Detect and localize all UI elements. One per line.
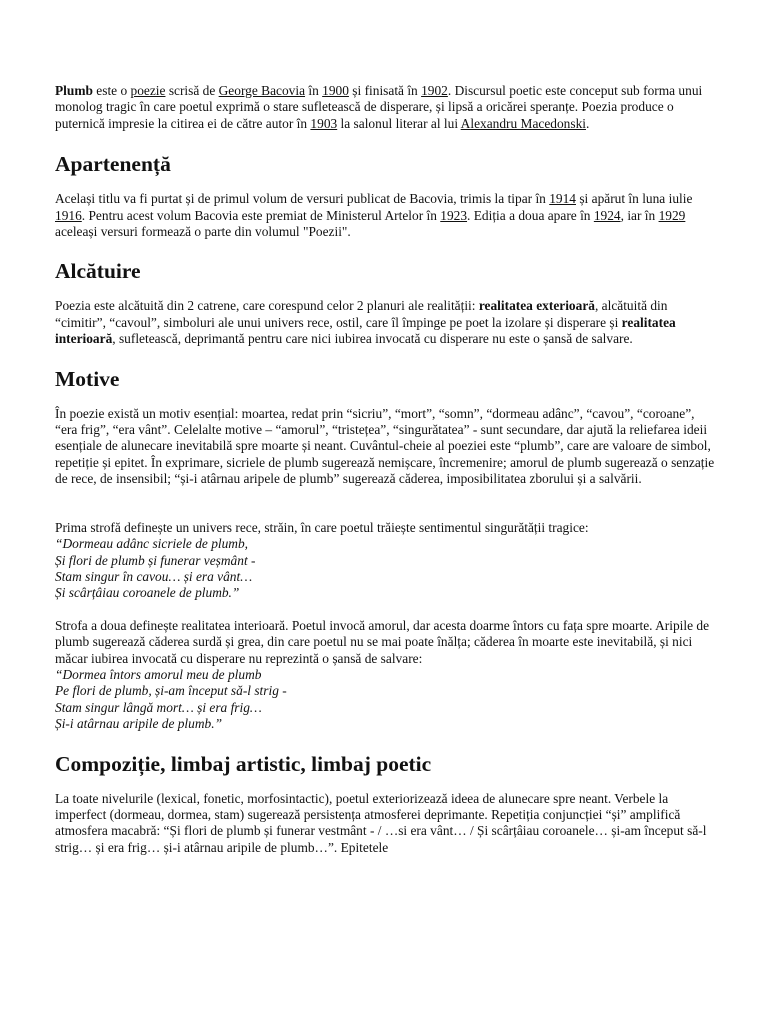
text: este o bbox=[92, 83, 131, 98]
link-1900[interactable]: 1900 bbox=[322, 83, 349, 98]
text: , alcătuită din “cimitir”, “cavoul”, simboluri ale unui univers rece, ostil, care îl împinge pe poet la izolare și disperare și bbox=[55, 298, 668, 330]
motive-paragraph-2: Prima strofă definește un univers rece, străin, în care poetul trăiește sentimentul singurătății tragice: bbox=[55, 519, 589, 535]
quote-line: Și scârțâiau coroanele de plumb.” bbox=[55, 585, 240, 601]
document-page bbox=[55, 83, 720, 856]
quote-line: Și flori de plumb și funerar veșmânt - bbox=[55, 552, 256, 568]
link-1929[interactable]: 1929 bbox=[658, 207, 686, 223]
text: scrisă de bbox=[165, 83, 219, 98]
compozitie-paragraph: La toate nivelurile (lexical, fonetic, morfosintactic), poetul exteriorizează ideea de alunecare spre neant. Verbele la imperfect (dormeau, dormea, stam) sugerează persistența atmosferei deprimante. Repetiția conjuncției “și” amplifică atmosfera macabră: “Și flori de plumb și funerar vestmânt - / …si era vânt… / Și scârțâiau coroanele… și-am început să-l strig… și era frig… și-i atârnau aripile de plumb…”. Epitetele bbox=[55, 790, 707, 855]
link-poezie[interactable]: poezie bbox=[130, 83, 166, 98]
link-1924[interactable]: 1924 bbox=[593, 207, 621, 223]
text: aceleași versuri formează o parte din volumul "Poezii". bbox=[55, 224, 351, 240]
title-bold: Plumb bbox=[55, 83, 93, 98]
motive-paragraph-3: Strofa a doua definește realitatea interioară. Poetul invocă amorul, dar acesta doarme întors cu fața spre moarte. Aripile de plumb sugerează căderea surdă și grea, din care poetul nu se mai poate înălța; căderea în moarte este inevitabilă, și nici măcar iubirea invocată cu disperare nu reprezintă o șansă de salvare: bbox=[55, 617, 710, 666]
quote-strofa-1 bbox=[55, 536, 720, 602]
quote-line: “Dormea întors amorul meu de plumb bbox=[55, 666, 262, 682]
text: și finisată în bbox=[348, 83, 422, 98]
heading-motive: Motive bbox=[55, 366, 120, 391]
heading-apartenenta: Apartenență bbox=[55, 152, 171, 177]
quote-line: Stam singur în cavou… și era vânt… bbox=[55, 568, 253, 584]
link-1902[interactable]: 1902 bbox=[421, 83, 448, 98]
apartenenta-paragraph bbox=[55, 191, 720, 240]
link-alexandru-macedonski[interactable]: Alexandru Macedonski bbox=[460, 115, 586, 131]
text: . Ediția a doua apare în bbox=[467, 207, 594, 223]
text: . bbox=[586, 115, 590, 131]
text: și apărut în luna iulie bbox=[576, 191, 693, 207]
text: la salonul literar al lui bbox=[337, 115, 461, 131]
motive-paragraph-1: În poezie există un motiv esențial: moartea, redat prin “sicriu”, “mort”, “somn”, “dormeau adânc”, “cavou”, “coroane”, “era frig”, “era vânt”. Celelalte motive – “amorul”, “tristețea”, “singurătatea” - sunt secundare, dar ajută la reliefarea ideii esențiale de alunecare inevitabilă spre moarte și neant. Cuvântul-cheie al poeziei este “plumb”, care are valoare de simbol, repetiție și epitet. În exprimare, sicriele de plumb sugerează nemișcare, încremenire; amorul de plumb sugerează o senzație de rece, de insensibil; “și-i atârnau aripele de plumb” sugerează căderea, imposibilitatea zborului și a salvării. bbox=[55, 405, 715, 487]
text: . Pentru acest volum Bacovia este premiat de Ministerul Artelor în bbox=[81, 207, 441, 223]
link-1916[interactable]: 1916 bbox=[55, 207, 82, 223]
text: . Discursul poetic este conceput sub forma unui monolog tragic în care poetul exprimă o stare sufletească de disperare, și lipsă a oricărei speranțe. Poezia produce o puternică impresie la citirea ei de către autor în bbox=[55, 83, 703, 131]
quote-line: “Dormeau adânc sicriele de plumb, bbox=[55, 536, 249, 552]
link-1914[interactable]: 1914 bbox=[549, 191, 576, 207]
link-1903[interactable]: 1903 bbox=[310, 115, 338, 131]
text: Poezia este alcătuită din 2 catrene, care corespund celor 2 planuri ale realității: bbox=[55, 298, 479, 314]
bold-realitatea-interioara: realitatea interioară bbox=[55, 314, 676, 347]
text: , sufletească, deprimantă pentru care nici iubirea invocată cu disperare nu este o șansă de salvare. bbox=[112, 331, 633, 347]
quote-line: Stam singur lângă mort… și era frig… bbox=[55, 699, 262, 715]
text: Același titlu va fi purtat și de primul volum de versuri publicat de Bacovia, trimis la tipar în bbox=[55, 191, 550, 207]
heading-compozitie: Compoziție, limbaj artistic, limbaj poetic bbox=[55, 751, 432, 776]
text: în bbox=[305, 83, 323, 98]
bold-realitatea-exterioara: realitatea exterioară bbox=[478, 298, 595, 314]
link-george-bacovia[interactable]: George Bacovia bbox=[218, 83, 306, 98]
intro-paragraph bbox=[55, 83, 720, 132]
quote-line: Pe flori de plumb, și-am început să-l strig - bbox=[55, 683, 287, 699]
text: , iar în bbox=[620, 207, 659, 223]
alcatuire-paragraph bbox=[55, 298, 720, 347]
link-1923[interactable]: 1923 bbox=[440, 207, 468, 223]
quote-strofa-2 bbox=[55, 667, 720, 733]
quote-line: Și-i atârnau aripile de plumb.” bbox=[55, 716, 223, 732]
heading-alcatuire: Alcătuire bbox=[55, 259, 141, 284]
